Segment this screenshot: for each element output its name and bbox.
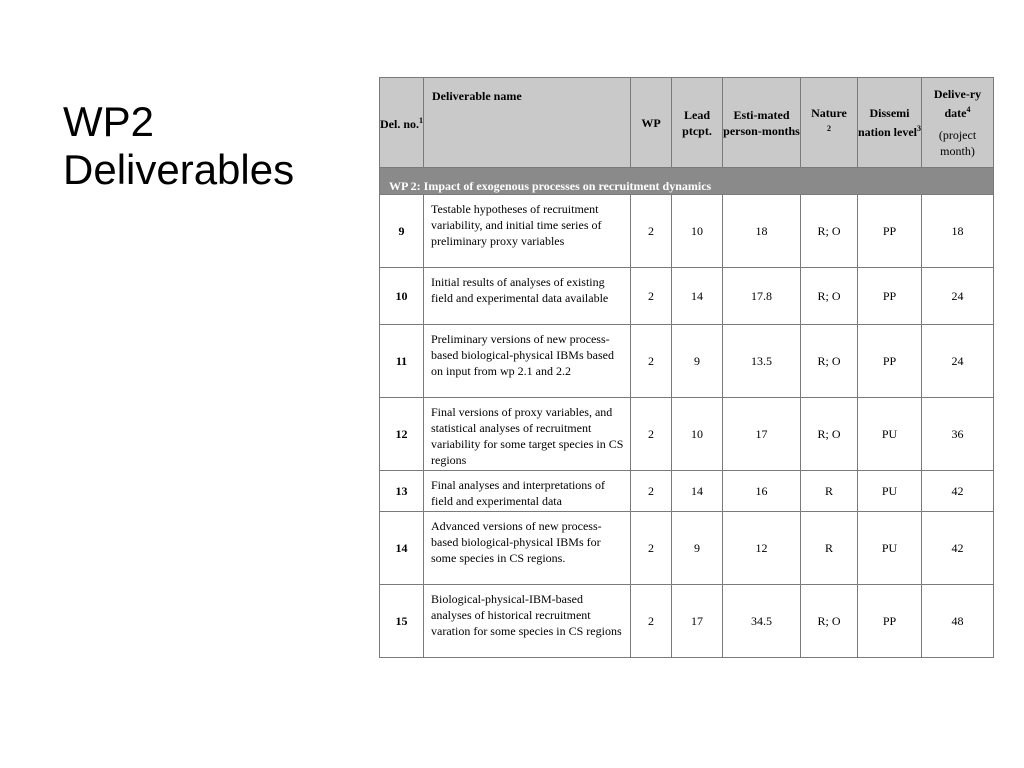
cell-deliverable-name: Initial results of analyses of existing field and experimental data available <box>424 268 631 325</box>
col-delivery-date: Delive-ry date$^4$ (project month) <box>922 78 994 168</box>
cell-effort: 17.8 <box>723 268 801 325</box>
cell-wp: 2 <box>631 471 672 512</box>
cell-nature: R <box>801 471 858 512</box>
cell-wp: 2 <box>631 512 672 585</box>
cell-nature: R; O <box>801 398 858 471</box>
cell-lead: 9 <box>672 325 723 398</box>
cell-effort: 17 <box>723 398 801 471</box>
slide-title-line1: WP2 <box>63 98 155 145</box>
cell-dissemination: PU <box>858 471 922 512</box>
cell-del-no: 9 <box>380 195 424 268</box>
table-row <box>380 398 994 471</box>
cell-dissemination: PU <box>858 512 922 585</box>
cell-lead: 10 <box>672 195 723 268</box>
table-row <box>380 585 994 658</box>
cell-effort: 13.5 <box>723 325 801 398</box>
col-del-no: Del. no.$^1$ <box>380 78 424 168</box>
section-row <box>380 168 994 195</box>
table-row <box>380 512 994 585</box>
cell-deliverable-name: Advanced versions of new process-based biological-physical IBMs for some species in CS regions. <box>424 512 631 585</box>
col-nature: Nature $^2$ <box>801 78 858 168</box>
cell-deliverable-name: Preliminary versions of new process-based biological-physical IBMs based on input from wp 2.1 and 2.2 <box>424 325 631 398</box>
cell-lead: 17 <box>672 585 723 658</box>
cell-nature: R; O <box>801 268 858 325</box>
slide-title-line2: Deliverables <box>63 146 295 193</box>
cell-dissemination: PP <box>858 195 922 268</box>
cell-delivery-date: 36 <box>922 398 994 471</box>
cell-nature: R; O <box>801 585 858 658</box>
cell-deliverable-name: Final versions of proxy variables, and statistical analyses of recruitment variability for some target species in CS regions <box>424 398 631 471</box>
cell-delivery-date: 42 <box>922 512 994 585</box>
cell-del-no: 15 <box>380 585 424 658</box>
col-deliverable-name: Deliverable name <box>424 78 631 168</box>
col-wp: WP <box>631 78 672 168</box>
cell-wp: 2 <box>631 585 672 658</box>
cell-wp: 2 <box>631 268 672 325</box>
cell-nature: R; O <box>801 195 858 268</box>
cell-lead: 10 <box>672 398 723 471</box>
col-dissemination: Dissemi nation level$^3$ <box>858 78 922 168</box>
table-row <box>380 195 994 268</box>
col-lead: Lead ptcpt. <box>672 78 723 168</box>
cell-deliverable-name: Testable hypotheses of recruitment variability, and initial time series of preliminary proxy variables <box>424 195 631 268</box>
cell-effort: 12 <box>723 512 801 585</box>
col-effort: Esti-mated person-months <box>723 78 801 168</box>
header-row <box>380 78 994 168</box>
cell-del-no: 10 <box>380 268 424 325</box>
cell-deliverable-name: Final analyses and interpretations of field and experimental data <box>424 471 631 512</box>
cell-delivery-date: 24 <box>922 325 994 398</box>
cell-del-no: 13 <box>380 471 424 512</box>
cell-wp: 2 <box>631 325 672 398</box>
cell-wp: 2 <box>631 195 672 268</box>
cell-lead: 14 <box>672 268 723 325</box>
cell-delivery-date: 48 <box>922 585 994 658</box>
cell-dissemination: PP <box>858 585 922 658</box>
cell-delivery-date: 18 <box>922 195 994 268</box>
cell-effort: 34.5 <box>723 585 801 658</box>
cell-dissemination: PP <box>858 325 922 398</box>
table-row <box>380 471 994 512</box>
cell-nature: R; O <box>801 325 858 398</box>
cell-wp: 2 <box>631 398 672 471</box>
deliverables-table <box>379 77 994 658</box>
cell-lead: 9 <box>672 512 723 585</box>
cell-deliverable-name: Biological-physical-IBM-based analyses of historical recruitment varation for some species in CS regions <box>424 585 631 658</box>
cell-effort: 16 <box>723 471 801 512</box>
table-row <box>380 268 994 325</box>
table-row <box>380 325 994 398</box>
cell-effort: 18 <box>723 195 801 268</box>
cell-dissemination: PU <box>858 398 922 471</box>
cell-dissemination: PP <box>858 268 922 325</box>
cell-delivery-date: 24 <box>922 268 994 325</box>
section-title: WP 2: Impact of exogenous processes on recruitment dynamics <box>380 168 994 195</box>
cell-del-no: 12 <box>380 398 424 471</box>
cell-nature: R <box>801 512 858 585</box>
cell-del-no: 14 <box>380 512 424 585</box>
cell-delivery-date: 42 <box>922 471 994 512</box>
cell-lead: 14 <box>672 471 723 512</box>
cell-del-no: 11 <box>380 325 424 398</box>
slide-title <box>63 98 363 194</box>
